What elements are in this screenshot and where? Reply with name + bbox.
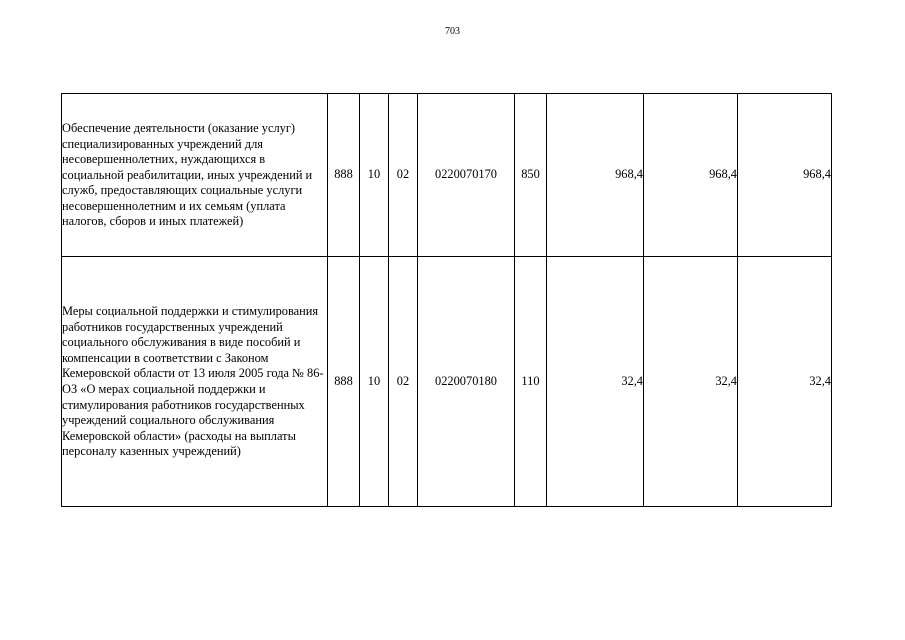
amount-year-2: 32,4	[644, 257, 738, 507]
amount-year-3: 32,4	[738, 257, 832, 507]
row-description: Меры социальной поддержки и стимулирования работников государственных учреждений социального обслуживания в виде пособий и компенсации в соответствии с Законом Кемеровской области от 13 июля 2005 года № 86-ОЗ «О мерах социальной поддержки и стимулирования работников государственных учреждений социального обслуживания Кемеровской области» (расходы на выплаты персоналу казенных учреждений)	[62, 257, 328, 507]
target-article-code: 0220070180	[418, 257, 515, 507]
section-code: 10	[360, 257, 389, 507]
expense-type-code: 850	[515, 94, 547, 257]
section-code: 10	[360, 94, 389, 257]
table-row	[62, 94, 832, 257]
budget-table	[61, 93, 832, 507]
target-article-code: 0220070170	[418, 94, 515, 257]
subsection-code: 02	[389, 257, 418, 507]
page-number: 703	[445, 26, 460, 37]
amount-year-1: 968,4	[547, 94, 644, 257]
amount-year-2: 968,4	[644, 94, 738, 257]
amount-year-3: 968,4	[738, 94, 832, 257]
ministry-code: 888	[328, 94, 360, 257]
subsection-code: 02	[389, 94, 418, 257]
expense-type-code: 110	[515, 257, 547, 507]
row-description: Обеспечение деятельности (оказание услуг) специализированных учреждений для несовершеннолетних, нуждающихся в социальной реабилитации, иных учреждений и служб, предоставляющих социальные услуги несовершеннолетним и их семьям (уплата налогов, сборов и иных платежей)	[62, 94, 328, 257]
ministry-code: 888	[328, 257, 360, 507]
amount-year-1: 32,4	[547, 257, 644, 507]
table-row	[62, 257, 832, 507]
